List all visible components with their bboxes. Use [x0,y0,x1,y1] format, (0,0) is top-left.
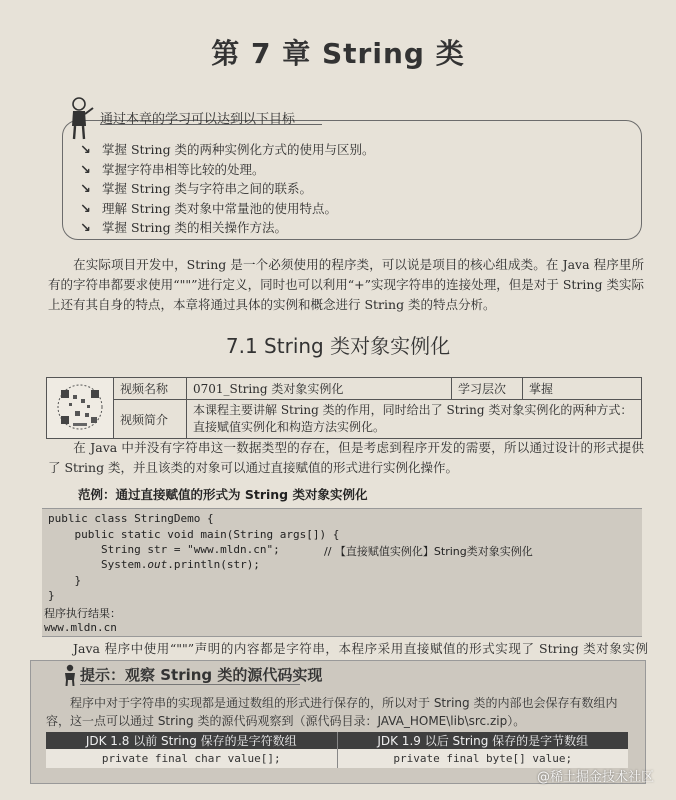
video-name-value: 0701_String 类对象实例化 [187,378,452,400]
person-icon [62,664,78,686]
goal-item: ↘ 理解 String 类对象中常量池的使用特点。 [80,199,375,219]
goals-header: 通过本章的学习可以达到以下目标 [100,112,296,127]
goal-item: ↘ 掌握 String 类的相关操作方法。 [80,218,375,238]
code-line: System.out.println(str); [48,558,260,571]
code-comment: // 【直接赋值实例化】String类对象实例化 [324,545,533,558]
arrow-down-right-icon: ↘ [80,162,91,178]
arrow-down-right-icon: ↘ [80,182,91,197]
paragraph-2: 在 Java 中并没有字符串这一数据类型的存在，但是考虑到程序开发的需要，所以通过设计的形式提供了 String 类，并且该类的对象可以通过直接赋值的形式进行实例化操作。 [48,440,644,475]
pointing-figure-icon [64,96,94,140]
goal-item: ↘ 掌握字符串相等比较的处理。 [80,160,375,180]
table-header: JDK 1.8 以前 String 保存的是字符数组 [46,732,337,749]
section-title: 7.1 String 类对象实例化 [225,334,451,358]
jdk-comparison-table [46,732,628,768]
code-line: public class StringDemo { [48,512,214,525]
code-line: String str = "www.mldn.cn"; [48,543,280,556]
video-name-label: 视频名称 [114,378,187,400]
example-label: 范例：通过直接赋值的形式为 String 类对象实例化 [78,487,368,502]
arrow-down-right-icon: ↘ [80,201,91,217]
code-line: } [48,574,82,587]
tip-text: 程序中对于字符串的实现都是通过数组的形式进行保存的，所以对于 String 类的内部也会保存有数组内容，这一点可以通过 String 类的源代码观察到（源代码目录：JAVA_HOME\lib\src.zip）。 [46,696,618,728]
goals-header-underline [100,124,322,125]
study-level-value: 掌握 [523,378,642,400]
table-cell: private final byte[] value; [337,749,628,768]
table-cell: private final char value[]; [46,749,337,768]
study-level-label: 学习层次 [452,378,523,400]
arrow-down-right-icon: ↘ [80,221,91,236]
code-line: } [48,589,55,602]
table-header: JDK 1.9 以后 String 保存的是字节数组 [337,732,628,749]
code-line: public static void main(String args[]) { [48,528,340,541]
intro-paragraph: 在实际项目开发中，String 是一个必须使用的程序类，可以说是项目的核心组成类。在 Java 程序里所有的字符串都要求使用“""”进行定义，同时也可以利用“+”实现字符串的连接处理，但是对于 String 类实际上还有其自身的特点，本章将通过具体的实例和概念进行 String 类的特点分析。 [48,257,644,312]
result-label: 程序执行结果： [44,607,121,620]
video-desc-value: 本课程主要讲解 String 类的作用，同时给出了 String 类对象实例化的两种方式：直接赋值实例化和构造方法实例化。 [187,400,642,439]
qr-code-image [47,379,113,435]
goals-list [80,140,375,238]
goal-item: ↘ 掌握 String 类的两种实例化方式的使用与区别。 [80,140,375,160]
watermark: @稀土掘金技术社区 [536,770,654,785]
paragraph-3: Java 程序中使用“""”声明的内容都是字符串，本程序采用直接赋值的形式实现了 String 类对象实例 [73,641,648,656]
goal-item: ↘ 掌握 String 类与字符串之间的联系。 [80,179,375,199]
tip-title-underline [80,684,300,685]
tip-title: 提示：观察 String 类的源代码实现 [80,666,323,684]
arrow-down-right-icon: ↘ [80,143,91,158]
result-value: www.mldn.cn [44,621,117,634]
video-desc-label: 视频简介 [114,400,187,439]
chapter-title: 第 7 章 String 类 [211,37,465,70]
video-info-table [46,377,642,439]
qr-code [47,378,114,439]
